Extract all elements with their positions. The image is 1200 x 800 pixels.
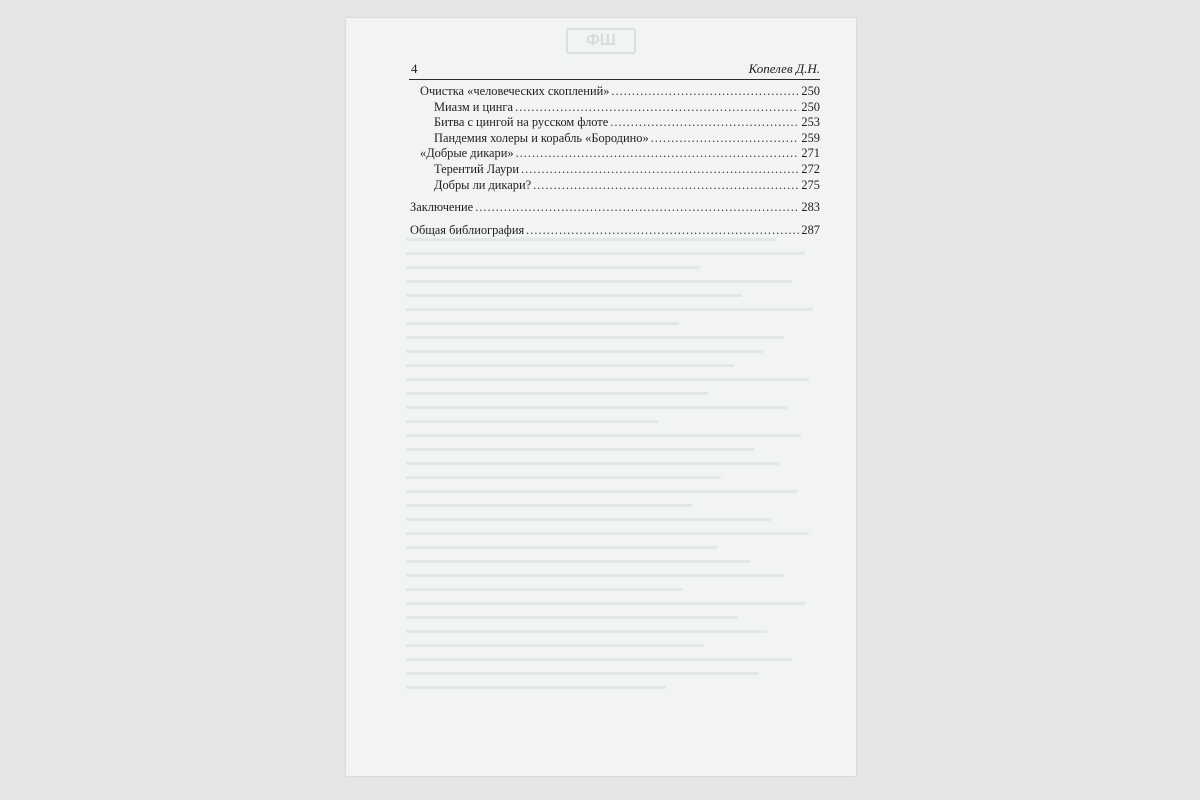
toc-entry-title: Пандемия холеры и корабль «Бородино» (434, 130, 649, 145)
page-number: 4 (411, 61, 418, 76)
toc-entry-page: 275 (801, 177, 820, 192)
toc-leader-dots (521, 162, 799, 178)
toc-entry (410, 146, 820, 162)
toc-entry-title: Общая библиография (410, 222, 525, 237)
toc-entry-title: Битва с цингой на русском флоте (434, 115, 609, 130)
table-of-contents (410, 84, 820, 238)
toc-entry (410, 200, 820, 216)
toc-entry-page: 271 (801, 146, 820, 161)
watermark-stamp: ФШ (566, 28, 636, 54)
toc-leader-dots (611, 84, 799, 100)
toc-leader-dots (475, 200, 799, 216)
toc-entry-title: Очистка «человеческих скоплений» (420, 84, 610, 98)
toc-leader-dots (610, 115, 799, 131)
toc-leader-dots (533, 178, 799, 194)
toc-leader-dots (651, 131, 800, 147)
toc-leader-dots (516, 146, 800, 162)
toc-entry (410, 100, 820, 116)
toc-entry-page: 283 (801, 200, 820, 215)
toc-leader-dots (515, 100, 799, 116)
book-page (346, 18, 856, 776)
running-head-author: Копелев Д.Н. (748, 61, 820, 76)
toc-entry-title: Терентий Лаури (434, 161, 519, 176)
toc-entry-title: Миазм и цинга (434, 99, 514, 114)
toc-entry-title: Добры ли дикари? (434, 177, 532, 192)
page-header (409, 61, 820, 80)
toc-entry (410, 84, 820, 100)
toc-entry-title: «Добрые дикари» (420, 146, 514, 161)
toc-entry (410, 178, 820, 194)
toc-entry (410, 115, 820, 131)
toc-entry-page: 287 (801, 222, 820, 237)
toc-entry (410, 131, 820, 147)
toc-entry-page: 250 (801, 84, 820, 98)
toc-leader-dots (526, 223, 799, 239)
show-through-text (406, 238, 826, 736)
toc-entry-page: 272 (801, 161, 820, 176)
toc-entry-title: Заключение (410, 200, 474, 215)
toc-entry-page: 259 (801, 130, 820, 145)
toc-entry-page: 250 (801, 99, 820, 114)
toc-entry (410, 223, 820, 239)
toc-entry-page: 253 (801, 115, 820, 130)
toc-entry (410, 162, 820, 178)
